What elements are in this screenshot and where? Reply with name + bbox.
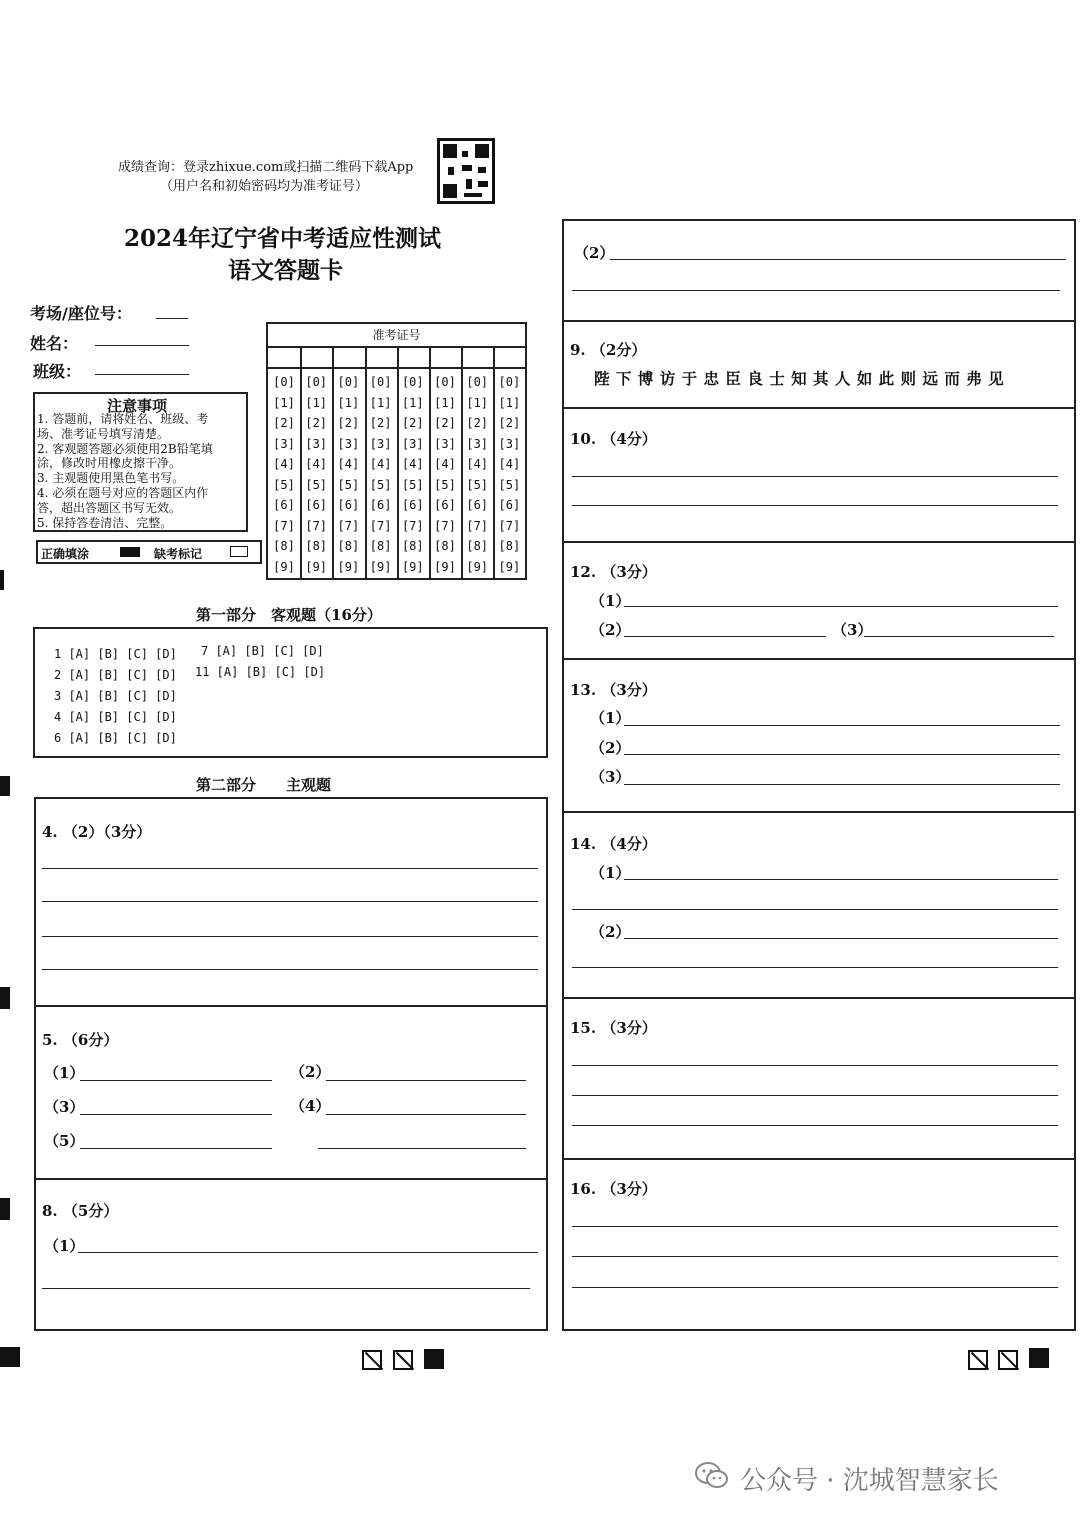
- exam-id-digit-bubble[interactable]: [1]: [401, 395, 424, 410]
- answer-line[interactable]: [624, 754, 1060, 755]
- q5-label: 5. （6分）: [42, 1031, 119, 1049]
- exam-id-digit-bubble[interactable]: [0]: [273, 375, 295, 389]
- exam-id-digit-bubble[interactable]: [4]: [273, 457, 295, 471]
- answer-line[interactable]: [42, 868, 538, 869]
- answer-line[interactable]: [610, 259, 1066, 260]
- seat-input-line[interactable]: [156, 318, 188, 319]
- alignment-marker: [0, 570, 4, 590]
- q15-label: 15. （3分）: [570, 1019, 657, 1037]
- answer-line[interactable]: [572, 505, 1058, 506]
- q13-sub-3: （3）: [590, 768, 631, 786]
- q12-label: 12. （3分）: [570, 563, 657, 581]
- class-label: 班级：: [33, 362, 82, 381]
- exam-id-digit-bubble[interactable]: [5]: [466, 477, 489, 492]
- exam-id-digit-bubble[interactable]: [1]: [337, 395, 360, 410]
- part2-title: 第二部分 主观题: [196, 776, 332, 794]
- exam-id-digit-bubble[interactable]: [8]: [401, 539, 424, 553]
- notice-box: [33, 392, 248, 532]
- exam-id-digit-bubble[interactable]: [3]: [498, 436, 521, 451]
- exam-id-digit-bubble[interactable]: [4]: [337, 457, 360, 471]
- exam-id-digit-bubble[interactable]: [2]: [466, 416, 489, 430]
- exam-id-digit-bubble[interactable]: [0]: [466, 375, 489, 389]
- q13-label: 13. （3分）: [570, 681, 657, 699]
- part1-title: 第一部分 客观题（16分）: [196, 606, 382, 624]
- exam-id-digit-bubble[interactable]: [0]: [401, 375, 424, 389]
- exam-id-digit-bubble[interactable]: [6]: [369, 498, 392, 512]
- objective-row-6[interactable]: 6 [A] [B] [C] [D]: [54, 731, 177, 745]
- exam-id-digit-bubble[interactable]: [6]: [434, 498, 456, 512]
- exam-id-digit-bubble[interactable]: [3]: [337, 436, 360, 451]
- q8-label: 8. （5分）: [42, 1202, 119, 1220]
- exam-id-digit-bubble[interactable]: [0]: [498, 375, 521, 389]
- absent-mark-label: 缺考标记: [154, 547, 203, 561]
- exam-id-digit-bubble[interactable]: [1]: [273, 395, 295, 410]
- seat-label: 考场/座位号：: [30, 304, 132, 323]
- answer-line[interactable]: [80, 1080, 272, 1081]
- q16-label: 16. （3分）: [570, 1180, 657, 1198]
- alignment-marker: [0, 987, 10, 1009]
- exam-id-digit-bubble[interactable]: [8]: [466, 539, 489, 553]
- exam-id-digit-bubble[interactable]: [5]: [273, 477, 295, 492]
- exam-id-digit-column: [300, 372, 332, 577]
- exam-id-digit-bubble[interactable]: [7]: [369, 518, 392, 533]
- name-input-line[interactable]: [95, 345, 189, 346]
- page-mark-slash-icon: [998, 1350, 1018, 1370]
- exam-id-digit-bubble[interactable]: [9]: [466, 559, 489, 574]
- page-mark-slash-icon: [968, 1350, 988, 1370]
- answer-line[interactable]: [42, 901, 538, 902]
- q12-sub-2: （2）: [590, 621, 631, 639]
- exam-id-digit-bubble[interactable]: [0]: [369, 375, 392, 389]
- fill-legend: [36, 540, 262, 564]
- alignment-marker: [0, 1198, 10, 1220]
- exam-id-digit-bubble[interactable]: [7]: [273, 518, 295, 533]
- exam-id-digit-column: [397, 372, 429, 577]
- q8-sub-1: （1）: [44, 1237, 85, 1255]
- answer-line[interactable]: [572, 1287, 1058, 1288]
- objective-row-7[interactable]: 7 [A] [B] [C] [D]: [201, 644, 324, 658]
- exam-id-digit-bubble[interactable]: [1]: [498, 395, 521, 410]
- score-query-line: 成绩查询：登录zhixue.com或扫描二维码下载App: [118, 160, 414, 175]
- exam-id-digit-bubble[interactable]: [3]: [369, 436, 392, 451]
- objective-row-1[interactable]: 1 [A] [B] [C] [D]: [54, 647, 177, 661]
- notice-item: 5. 保持答卷清洁、完整。: [37, 515, 173, 530]
- exam-id-digit-bubble[interactable]: [4]: [434, 457, 456, 471]
- exam-id-digit-bubble[interactable]: [3]: [305, 436, 328, 451]
- exam-id-digit-bubble[interactable]: [6]: [401, 498, 424, 512]
- exam-id-digit-column: [429, 372, 461, 577]
- alignment-marker: [0, 1347, 20, 1367]
- exam-id-digit-bubble[interactable]: [9]: [498, 559, 521, 574]
- q14-label: 14. （4分）: [570, 835, 657, 853]
- answer-line[interactable]: [572, 1125, 1058, 1126]
- exam-id-digit-bubble[interactable]: [3]: [401, 436, 424, 451]
- exam-id-digit-bubble[interactable]: [6]: [305, 498, 328, 512]
- exam-id-digit-bubble[interactable]: [8]: [434, 539, 456, 553]
- page-mark-filled-icon: [424, 1349, 444, 1369]
- q5-sub-3: （3）: [44, 1098, 85, 1116]
- objective-row-4[interactable]: 4 [A] [B] [C] [D]: [54, 710, 177, 724]
- exam-id-digit-bubble[interactable]: [5]: [498, 477, 521, 492]
- exam-id-digit-bubble[interactable]: [2]: [369, 416, 392, 430]
- q9-label: 9. （2分）: [570, 341, 647, 359]
- wechat-icon: [695, 1462, 729, 1490]
- exam-id-digit-bubble[interactable]: [9]: [434, 559, 456, 574]
- q5-sub-1: （1）: [44, 1064, 85, 1082]
- exam-id-digit-bubble[interactable]: [6]: [498, 498, 521, 512]
- answer-line[interactable]: [80, 1114, 272, 1115]
- exam-id-digit-bubble[interactable]: [8]: [369, 539, 392, 553]
- page-title: 2024年辽宁省中考适应性测试: [124, 225, 442, 252]
- watermark-text: 公众号 · 沈城智慧家长: [740, 1466, 999, 1496]
- exam-id-digit-bubble[interactable]: [2]: [273, 416, 295, 430]
- exam-id-digit-bubble[interactable]: [1]: [305, 395, 328, 410]
- notice-list: [37, 412, 249, 530]
- notice-item: 场、准考证号填写清楚。: [37, 426, 170, 441]
- exam-id-digit-bubble[interactable]: [2]: [434, 416, 456, 430]
- objective-row-2[interactable]: 2 [A] [B] [C] [D]: [54, 668, 177, 682]
- exam-id-digit-column: [268, 372, 300, 577]
- exam-id-digit-bubble[interactable]: [9]: [273, 559, 295, 574]
- exam-id-digit-bubble[interactable]: [4]: [466, 457, 489, 471]
- q13-sub-1: （1）: [590, 709, 631, 727]
- objective-row-3[interactable]: 3 [A] [B] [C] [D]: [54, 689, 177, 703]
- page-subtitle: 语文答题卡: [228, 257, 343, 284]
- exam-id-digit-bubble[interactable]: [9]: [401, 559, 424, 574]
- q10-label: 10. （4分）: [570, 430, 657, 448]
- q5-sub-4: （4）: [290, 1097, 331, 1115]
- exam-id-title: 准考证号: [372, 328, 421, 342]
- exam-id-digit-bubble[interactable]: [2]: [498, 416, 521, 430]
- objective-answer-box: [33, 627, 548, 758]
- answer-line[interactable]: [326, 1114, 526, 1115]
- exam-id-digit-bubble[interactable]: [5]: [337, 477, 360, 492]
- page-mark-slash-icon: [393, 1350, 413, 1370]
- objective-row-11[interactable]: 11 [A] [B] [C] [D]: [195, 665, 326, 679]
- exam-id-digit-bubble[interactable]: [7]: [434, 518, 456, 533]
- exam-id-digit-bubble[interactable]: [1]: [369, 395, 392, 410]
- answer-line[interactable]: [80, 1148, 272, 1149]
- exam-id-digit-bubble[interactable]: [6]: [337, 498, 360, 512]
- q14-sub-2: （2）: [590, 923, 631, 941]
- exam-id-digit-bubble[interactable]: [0]: [434, 375, 456, 389]
- q4-label: 4. （2）（3分）: [42, 823, 152, 841]
- exam-id-digit-column: [461, 372, 493, 577]
- exam-id-digit-bubble[interactable]: [2]: [401, 416, 424, 430]
- alignment-marker: [0, 776, 10, 796]
- q12-sub-3: （3）: [832, 621, 873, 639]
- answer-line[interactable]: [42, 936, 538, 937]
- exam-id-digit-bubble[interactable]: [3]: [273, 436, 295, 451]
- q12-sub-1: （1）: [590, 592, 631, 610]
- score-query-note: （用户名和初始密码均为准考证号）: [160, 179, 369, 194]
- answer-line[interactable]: [572, 909, 1058, 910]
- qr-code-icon[interactable]: [437, 138, 495, 204]
- exam-id-digit-bubble[interactable]: [8]: [305, 539, 328, 553]
- exam-id-digit-bubble[interactable]: [7]: [401, 518, 424, 533]
- exam-id-digit-bubble[interactable]: [8]: [337, 539, 360, 553]
- exam-id-digit-bubble[interactable]: [0]: [305, 375, 328, 389]
- notice-title: 注意事项: [107, 397, 168, 415]
- q5-sub-2: （2）: [290, 1063, 331, 1081]
- answer-line[interactable]: [572, 1065, 1058, 1066]
- exam-id-digit-bubble[interactable]: [3]: [434, 436, 456, 451]
- notice-item: 1. 答题前，请将姓名、班级、考: [37, 412, 209, 426]
- exam-id-digit-bubble[interactable]: [9]: [369, 559, 392, 574]
- answer-line[interactable]: [624, 879, 1058, 880]
- answer-line[interactable]: [42, 1288, 530, 1289]
- exam-id-digit-bubble[interactable]: [6]: [273, 498, 295, 512]
- page-mark-slash-icon: [362, 1350, 382, 1370]
- class-input-line[interactable]: [95, 374, 189, 375]
- answer-line[interactable]: [572, 1226, 1058, 1227]
- answer-line[interactable]: [326, 1080, 526, 1081]
- answer-line[interactable]: [624, 938, 1058, 939]
- notice-item: 答，超出答题区书写无效。: [37, 500, 182, 515]
- exam-id-digit-bubble[interactable]: [4]: [305, 457, 328, 471]
- absent-mark-box[interactable]: [230, 546, 248, 557]
- page-mark-filled-icon: [1029, 1348, 1049, 1368]
- exam-id-digit-bubble[interactable]: [3]: [466, 436, 489, 451]
- exam-id-digit-bubble[interactable]: [6]: [466, 498, 489, 512]
- correct-fill-sample-icon: [120, 547, 140, 557]
- answer-line[interactable]: [572, 967, 1058, 968]
- q8-sub-2: （2）: [574, 244, 615, 262]
- exam-id-digit-column: [332, 372, 364, 577]
- notice-item: 4. 必须在题号对应的答题区内作: [37, 485, 209, 500]
- notice-item: 涂，修改时用橡皮擦干净。: [37, 456, 182, 471]
- q5-sub-5: （5）: [44, 1132, 85, 1150]
- exam-id-digit-bubble[interactable]: [4]: [498, 457, 521, 471]
- exam-id-digit-bubble[interactable]: [8]: [498, 539, 521, 553]
- notice-item: 2. 客观题答题必须使用2B铅笔填: [37, 441, 213, 456]
- exam-id-digit-bubble[interactable]: [2]: [337, 416, 360, 430]
- answer-line[interactable]: [572, 290, 1060, 291]
- answer-line[interactable]: [42, 969, 538, 970]
- exam-id-digit-bubble[interactable]: [5]: [369, 477, 392, 492]
- notice-item: 3. 主观题使用黑色笔书写。: [37, 471, 185, 486]
- answer-line[interactable]: [624, 725, 1060, 726]
- exam-id-digit-bubble[interactable]: [7]: [305, 518, 328, 533]
- exam-id-digit-column: [493, 372, 525, 577]
- name-label: 姓名：: [30, 334, 79, 353]
- q13-sub-2: （2）: [590, 739, 631, 757]
- answer-line[interactable]: [864, 636, 1054, 637]
- q14-sub-1: （1）: [590, 864, 631, 882]
- exam-id-digit-bubble[interactable]: [4]: [401, 457, 424, 471]
- exam-id-digit-bubble[interactable]: [5]: [305, 477, 328, 492]
- q9-sentence[interactable]: 陛 下 博 访 于 忠 臣 良 士 知 其 人 如 此 则 远 而 弗 见: [594, 369, 1005, 388]
- exam-id-digit-bubble[interactable]: [8]: [273, 539, 295, 553]
- exam-id-digit-bubble[interactable]: [5]: [401, 477, 424, 492]
- exam-id-digit-bubble[interactable]: [9]: [305, 559, 328, 574]
- exam-id-digit-column: [365, 372, 397, 577]
- exam-id-digit-bubble[interactable]: [4]: [369, 457, 392, 471]
- exam-id-digit-bubble[interactable]: [5]: [434, 477, 456, 492]
- answer-line[interactable]: [572, 1256, 1058, 1257]
- exam-id-digit-bubble[interactable]: [0]: [337, 375, 360, 389]
- exam-id-digit-bubble[interactable]: [1]: [466, 395, 489, 410]
- answer-line[interactable]: [78, 1252, 538, 1253]
- exam-id-digit-bubble[interactable]: [9]: [337, 559, 360, 574]
- answer-line[interactable]: [572, 476, 1058, 477]
- exam-id-digit-bubble[interactable]: [1]: [434, 395, 456, 410]
- exam-id-digit-bubble[interactable]: [7]: [337, 518, 360, 533]
- answer-line[interactable]: [318, 1148, 526, 1149]
- answer-line[interactable]: [624, 606, 1058, 607]
- exam-id-grid: [266, 322, 527, 580]
- answer-line[interactable]: [624, 784, 1060, 785]
- answer-line[interactable]: [624, 636, 826, 637]
- answer-line[interactable]: [572, 1095, 1058, 1096]
- exam-id-digit-bubble[interactable]: [7]: [498, 518, 521, 533]
- exam-id-digit-bubble[interactable]: [2]: [305, 416, 328, 430]
- exam-id-digit-bubble[interactable]: [7]: [466, 518, 489, 533]
- correct-fill-label: 正确填涂: [41, 547, 90, 561]
